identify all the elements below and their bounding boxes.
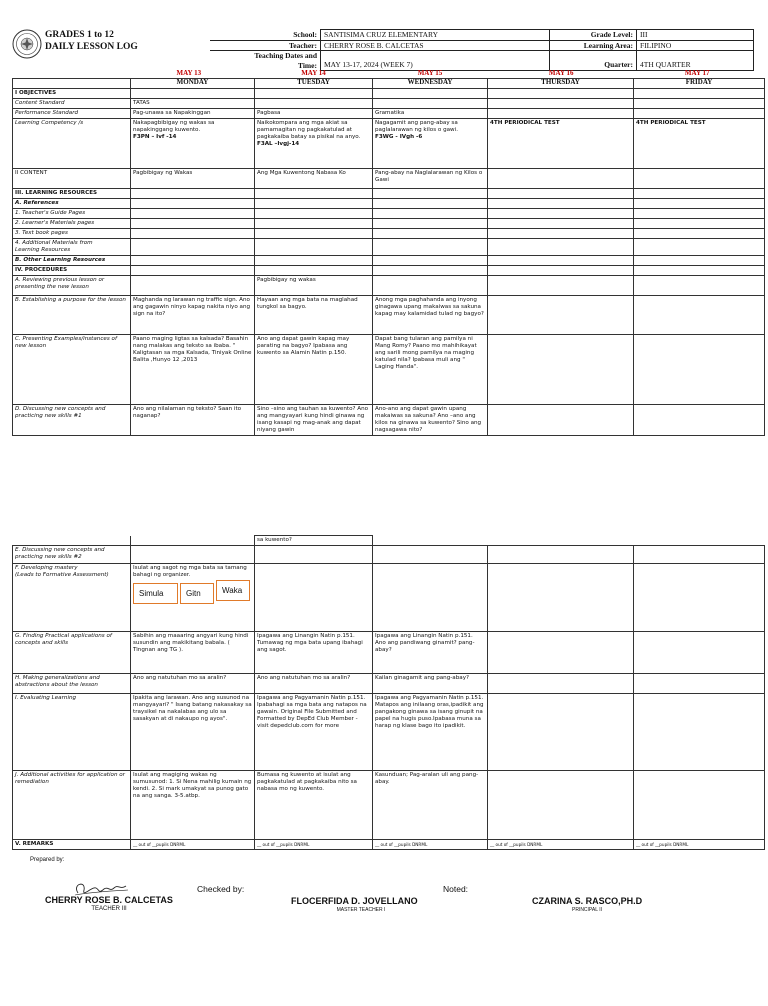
prepared-by-label: Prepared by:: [30, 857, 65, 863]
cell-perf-mon: Pag-unawa sa Napakinggan: [131, 109, 255, 119]
date-mon: MAY 13: [176, 70, 202, 77]
row-proc-a: [13, 276, 765, 296]
title-line-2: DAILY LESSON LOG: [45, 42, 138, 52]
checker-role: MASTER TEACHER I: [336, 907, 386, 913]
row-tg-pages: [13, 209, 765, 219]
row-content: [13, 169, 765, 189]
label-learning-competency: Learning Competency /s: [13, 119, 131, 169]
label-proc-i: I. Evaluating Learning: [13, 694, 131, 771]
row-proc-g: [13, 632, 765, 674]
cell-proc-h-wed: Kailan ginagamit ang pang-abay?: [373, 674, 488, 694]
day-fri: FRIDAY: [634, 79, 765, 89]
school-label: School:: [210, 30, 321, 41]
quarter-label: Quarter:: [550, 51, 637, 71]
cell-proc-f-mon: [131, 564, 255, 632]
noter-role: PRINCIPAL II: [571, 907, 602, 913]
cell-proc-i-tue: Ipagawa ang Pagyamanin Natin p.151. Ipabahagi sa mga bata ang natapos na gawain. Original File Submitted and Formatted by DepEd Club Member - visit depedclub.com for more: [255, 694, 373, 771]
noter-name: CZARINA S. RASCO,PH.D: [532, 896, 643, 906]
cell-proc-g-tue: Ipagawa ang Linangin Natin p.151. Tumawag ng mga bata upang ibahagi ang sagot.: [255, 632, 373, 674]
remark-wed: __ out of __pupils DNRML: [373, 840, 488, 850]
remark-fri: __ out of __pupils DNRML: [634, 840, 765, 850]
row-additional-materials: [13, 239, 765, 256]
row-content-standard: [13, 99, 765, 109]
title-line-1: GRADES 1 to 12: [45, 30, 114, 40]
row-other-resources: [13, 256, 765, 266]
learning-area-label: Learning Area:: [550, 40, 637, 51]
proc-f-line-2: (Leads to Formative Assessment): [15, 572, 109, 578]
cell-comp-wed: [373, 119, 488, 169]
label-proc-f: [13, 564, 131, 632]
date-fri: MAY 17: [684, 70, 710, 77]
noted-label: Noted:: [443, 884, 469, 894]
dates-label-line-1: Teaching Dates and: [254, 51, 317, 60]
additional-line-2: Learning Resources: [15, 247, 71, 253]
comp-wed-code: F3WG - IVgh -6: [375, 134, 423, 140]
date-row: [13, 70, 765, 79]
cell-proc-b-mon: Maghanda ng larawan ng traffic sign. Ano ang gagawin ninyo kapag nakita niyo ang sign na ito?: [131, 296, 255, 335]
comp-tue-code: F3AL –Ivgj-14: [257, 141, 300, 147]
cell-proc-i-wed: Ipagawa ang Pagyamanin Natin p.151. Matapos ang inilaang oras,ipadikit ang pangakong ginawa sa isang ginupit na papel na hugis puso.Ipabasa muna sa harap ng klase bago ito ipadikit.: [373, 694, 488, 771]
cell-proc-j-tue: Bumasa ng kuwento at isulat ang pagkakatulad at pagkakaiba nito sa nabasa mo ng kuwento.: [255, 771, 373, 840]
label-lm-pages: 2. Learner's Materials pages: [13, 219, 131, 229]
label-proc-e: E. Discussing new concepts and practicing new skills #2: [13, 546, 131, 564]
form-title: [45, 29, 138, 53]
preparer-name: CHERRY ROSE B. CALCETAS: [45, 895, 173, 905]
cell-proc-h-mon: Ano ang natutuhan mo sa aralin?: [131, 674, 255, 694]
quarter-value: 4TH QUARTER: [637, 51, 754, 71]
cell-content-standard-mon: TATAS: [131, 99, 255, 109]
cell-proc-g-mon: Sabihin ang maaaring angyari kung hindi susundin ang makikitang babala. ( Tingnan ang TG ).: [131, 632, 255, 674]
label-other-resources: B. Other Learning Resources: [13, 256, 131, 266]
label-performance-standard: Performance Standard: [13, 109, 131, 119]
day-row: [13, 79, 765, 89]
organizer-box-ending: Waka: [216, 580, 250, 601]
label-content-standard: Content Standard: [13, 99, 131, 109]
dates-value: MAY 13-17, 2024 (WEEK 7): [321, 51, 550, 71]
day-tue: TUESDAY: [255, 79, 373, 89]
date-tue: MAY 14: [301, 70, 326, 77]
school-value: SANTISIMA CRUZ ELEMENTARY: [321, 30, 550, 41]
cell-perf-tue: Pagbasa: [255, 109, 373, 119]
remark-tue: __ out of __pupils DNRML: [255, 840, 373, 850]
row-proc-e: [13, 546, 765, 564]
row-proc-j: [13, 771, 765, 840]
proc-f-line-1: F. Developing mastery: [15, 565, 78, 571]
cell-content-tue: Ang Mga Kuwentong Nabasa Ko: [255, 169, 373, 189]
cell-proc-d-mon: Ano ang nilalaman ng teksto? Saan ito naganap?: [131, 405, 255, 436]
label-textbook: 3. Text book pages: [13, 229, 131, 239]
cell-proc-i-mon: Ipakita ang larawan. Ano ang susunod na mangyayari? " Isang batang nakasakay sa traysikel na nakalabas ang ulo sa sasakyan at di nakaupo ng ayos".: [131, 694, 255, 771]
deped-seal-icon: [12, 29, 42, 59]
row-remarks: [13, 840, 765, 850]
row-proc-d-continued: [13, 536, 765, 546]
cell-proc-c-mon: Paano maging ligtas sa kalsada? Basahin nang malakas ang teksto sa ibaba. " Kaligtasan sa mga Kalsada, Tiniyak Online Balita ,Hunyo 12 ,2013: [131, 335, 255, 405]
cell-proc-g-wed: Ipagawa ang Linangin Natin p.151. Ano ang pandiwang ginamit? pang-abay?: [373, 632, 488, 674]
label-proc-h: H. Making generalizations and abstractions about the lesson: [13, 674, 131, 694]
cell-proc-c-wed: Dapat bang tularan ang pamilya ni Mang Romy? Paano mo mahihikayat ang sarili mong pamilya na maging katulad nila? Ipabasa muli ang " Laging Handa".: [373, 335, 488, 405]
row-performance-standard: [13, 109, 765, 119]
remark-mon: __ out of __pupils DNRML: [131, 840, 255, 850]
remark-thu: __ out of __pupils DNRML: [488, 840, 634, 850]
preparer-role: TEACHER III: [91, 906, 127, 912]
grade-label: Grade Level:: [550, 30, 637, 41]
cell-proc-c-tue: Ano ang dapat gawin kapag may parating na bagyo? Ipabasa ang kuwento sa Alamin Natin p.150.: [255, 335, 373, 405]
cell-comp-mon: [131, 119, 255, 169]
checker-name: FLOCERFIDA D. JOVELLANO: [291, 896, 418, 906]
row-proc-i: [13, 694, 765, 771]
label-tg-pages: 1. Teacher's Guide Pages: [13, 209, 131, 219]
row-proc-f: [13, 564, 765, 632]
cell-proc-d-wed: Ano-ano ang dapat gawin upang makaiwas sa sakuna? Ano –ano ang kilos na ginawa sa kuwento? Sino ang nagsagawa nito?: [373, 405, 488, 436]
learning-area-value: FILIPINO: [637, 40, 754, 51]
cell-content-mon: Pagbibigay ng Wakas: [131, 169, 255, 189]
lesson-table-part-2: [12, 535, 765, 850]
label-proc-j: J. Additional activities for application or remediation: [13, 771, 131, 840]
comp-mon-code: F3PN – Ivf -14: [133, 134, 177, 140]
cell-proc-d-tue: Sino –sino ang tauhan sa kuwento? Ano ang mangyayari kung hindi ginawa ng isang kasapi ng mag-anak ang dapat niyang gawin: [255, 405, 373, 436]
checked-by-label: Checked by:: [197, 884, 245, 894]
organizer-box-beginning: Simula: [133, 583, 178, 604]
dates-label-line-2: Time:: [297, 60, 317, 70]
label-references: A. References: [13, 199, 131, 209]
cell-comp-fri: 4TH PERIODICAL TEST: [634, 119, 765, 169]
row-references: [13, 199, 765, 209]
cell-perf-wed: Gramatika: [373, 109, 488, 119]
label-content: II CONTENT: [13, 169, 131, 189]
grade-value: III: [637, 30, 754, 41]
label-additional-materials: [13, 239, 131, 256]
comp-tue-text: Naikokompara ang mga akiat sa pamamagitan ng pagkakatulad at pagkakaiba batay sa pisikal na anyo.: [257, 120, 361, 140]
row-lm-pages: [13, 219, 765, 229]
label-proc-c: C. Presenting Examples/instances of new lesson: [13, 335, 131, 405]
additional-line-1: 4. Additional Materials from: [15, 240, 93, 246]
label-proc-d: D. Discussing new concepts and practicing new skills #1: [13, 405, 131, 436]
header-info-table: [210, 29, 754, 71]
date-thu: MAY 16: [548, 70, 574, 77]
row-proc-h: [13, 674, 765, 694]
story-organizer: [133, 583, 252, 604]
cell-content-wed: Pang-abay na Naglalarawan ng Kilos o Gawi: [373, 169, 488, 189]
day-mon: MONDAY: [131, 79, 255, 89]
cell-proc-b-tue: Hayaan ang mga bata na maglahad tungkol sa bagyo.: [255, 296, 373, 335]
label-proc-b: B. Establishing a purpose for the lesson: [13, 296, 131, 335]
cell-comp-tue: [255, 119, 373, 169]
lesson-table-part-1: [12, 70, 765, 436]
proc-f-mon-text: Isulat ang sagot ng mga bata sa tamang bahagi ng organizer.: [133, 565, 247, 578]
day-wed: WEDNESDAY: [373, 79, 488, 89]
label-proc-g: G. Finding Practical applications of concepts and skills: [13, 632, 131, 674]
day-thu: THURSDAY: [488, 79, 634, 89]
organizer-box-middle: Gitn: [180, 583, 214, 604]
row-proc-b: [13, 296, 765, 335]
cell-proc-j-wed: Kasunduan; Pag-aralan uli ang pang-abay.: [373, 771, 488, 840]
date-wed: MAY 15: [417, 70, 443, 77]
label-proc-a: A. Reviewing previous lesson or presenting the new lesson: [13, 276, 131, 296]
row-proc-c: [13, 335, 765, 405]
cell-proc-a-tue: Pagbibigay ng wakas: [255, 276, 373, 296]
cell-proc-h-tue: Ano ang natutuhan mo sa aralin?: [255, 674, 373, 694]
teacher-label: Teacher:: [210, 40, 321, 51]
cell-comp-thu: 4TH PERIODICAL TEST: [488, 119, 634, 169]
row-proc-d: [13, 405, 765, 436]
comp-wed-text: Nagagamit ang pang-abay sa paglalarawan ng kilos o gawi.: [375, 120, 458, 133]
label-resources: III. LEARNING RESOURCES: [13, 189, 131, 199]
teacher-value: CHERRY ROSE B. CALCETAS: [321, 40, 550, 51]
label-objectives: I OBJECTIVES: [13, 89, 131, 99]
cell-proc-d-tue-continued: sa kuwento?: [255, 536, 373, 546]
row-textbook: [13, 229, 765, 239]
row-procedures: [13, 266, 765, 276]
cell-proc-b-wed: Anong mga paghahanda ang inyong ginagawa upang makaiwas sa sakuna kapag may kalamidad tulad ng bagyo?: [373, 296, 488, 335]
row-resources: [13, 189, 765, 199]
comp-mon-text: Nakapagbibigay ng wakas sa napakinggang kuwento.: [133, 120, 215, 133]
dates-label: [210, 51, 321, 71]
row-learning-competency: [13, 119, 765, 169]
label-procedures: IV. PROCEDURES: [13, 266, 131, 276]
label-remarks: V. REMARKS: [13, 840, 131, 850]
row-objectives: [13, 89, 765, 99]
cell-proc-j-mon: Isulat ang magiging wakas ng sumusunod: 1. Si Nena mahilig kumain ng kendi. 2. Si mark umakyat sa punog gato na ang sanga. 3-5.atbp.: [131, 771, 255, 840]
